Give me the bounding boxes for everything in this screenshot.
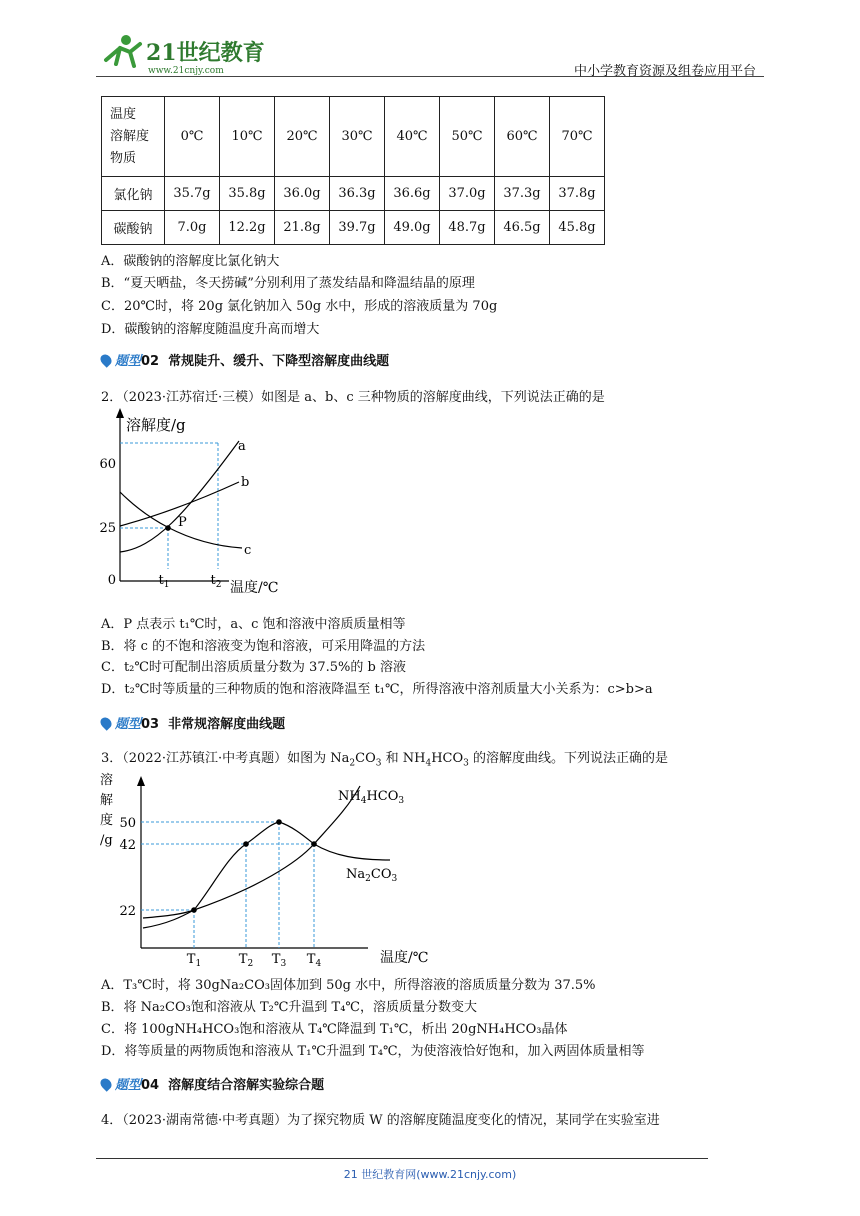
logo-url: www.21cnjy.com: [148, 66, 224, 76]
section-heading-04: [101, 1074, 324, 1093]
table-row: [102, 177, 605, 211]
section-tag: 题型: [101, 1074, 141, 1093]
q2-solubility-graph: [99, 406, 304, 596]
q1-option-b: B．“夏天晒盐，冬天捞碱”分别利用了蒸发结晶和降温结晶的原理: [101, 276, 475, 291]
x-axis-label: 温度/℃: [230, 580, 279, 596]
x-tick-label-t1: $t_1$: [158, 573, 170, 590]
y-axis-label-char: 度: [100, 813, 114, 828]
origin-label: 0: [107, 573, 116, 588]
temp-cell: 40℃: [385, 97, 440, 177]
table-cell: 46.5g: [495, 211, 550, 245]
q3-option-b: B．将 Na₂CO₃饱和溶液从 T₂℃升温到 T₄℃，溶质质量分数变大: [101, 1000, 477, 1015]
table-cell: 21.8g: [275, 211, 330, 245]
table-cell: 36.6g: [385, 177, 440, 211]
q1-option-c: C．20℃时，将 20g 氯化钠加入 50g 水中，形成的溶液质量为 70g: [101, 299, 498, 314]
header-line-solubility: 溶解度: [110, 128, 150, 144]
curve-b-label: b: [241, 475, 250, 490]
table-cell: 7.0g: [165, 211, 220, 245]
table-cell: 48.7g: [440, 211, 495, 245]
runner-logo-icon: [96, 30, 266, 76]
curve-na2co3-label: $Na_2CO_3$: [346, 867, 398, 884]
solubility-table: [101, 96, 605, 245]
logo: [96, 30, 266, 76]
footer-divider: [96, 1158, 708, 1159]
y-tick-label: 50: [119, 816, 136, 831]
section-number: 02: [141, 354, 160, 369]
footer-link[interactable]: 21 世纪教育网(www.21cnjy.com): [343, 1168, 517, 1181]
temp-cell: 10℃: [220, 97, 275, 177]
x-tick-label-t2: $t_2$: [210, 573, 222, 590]
table-cell: 37.3g: [495, 177, 550, 211]
q3-solubility-graph: [98, 766, 468, 972]
section-number: 03: [141, 717, 160, 732]
table-cell: 35.8g: [220, 177, 275, 211]
x-tick-label-T3: $T_3$: [271, 952, 287, 969]
q2-option-a: A．P 点表示 t₁℃时，a、c 饱和溶液中溶质质量相等: [101, 617, 406, 632]
table-cell: 37.8g: [550, 177, 605, 211]
q4-stem: 4．（2023·湖南常德·中考真题）为了探究物质 W 的溶解度随温度变化的情况，某同学在实验室进: [101, 1113, 660, 1128]
y-axis-arrow-icon: [116, 408, 124, 418]
section-title: 常规陡升、缓升、下降型溶解度曲线题: [168, 354, 390, 369]
q2-option-c: C．t₂℃时可配制出溶质质量分数为 37.5%的 b 溶液: [101, 660, 406, 675]
intersection-point: [191, 907, 197, 913]
q3-option-a: A．T₃℃时，将 30gNa₂CO₃固体加到 50g 水中，所得溶液的溶质质量分数为 37.5%: [101, 978, 596, 993]
temp-cell: 50℃: [440, 97, 495, 177]
curve-a: [120, 441, 239, 552]
section-number: 04: [141, 1078, 160, 1093]
temp-cell: 0℃: [165, 97, 220, 177]
y-axis-label-char: /g: [100, 833, 113, 848]
y-axis-arrow-icon: [137, 776, 145, 786]
header-divider: [96, 76, 764, 77]
curve-nh4hco3: [143, 786, 360, 928]
section-tag: 题型: [101, 713, 141, 732]
y-axis-label-char: 解: [100, 793, 114, 808]
q1-option-d: D．碳酸钠的溶解度随温度升高而增大: [101, 322, 320, 337]
temp-cell: 20℃: [275, 97, 330, 177]
y-tick-label: 25: [99, 521, 116, 536]
data-point: [276, 819, 282, 825]
data-point: [243, 841, 249, 847]
q3-option-d: D．将等质量的两物质饱和溶液从 T₁℃升温到 T₄℃，为使溶液恰好饱和，加入两固体质量相等: [101, 1044, 645, 1059]
section-title: 溶解度结合溶解实验综合题: [168, 1078, 325, 1093]
q2-stem: 2．（2023·江苏宿迁·三模）如图是 a、b、c 三种物质的溶解度曲线，下列说法正确的是: [101, 390, 605, 405]
header-line-substance: 物质: [110, 150, 137, 166]
temp-cell: 60℃: [495, 97, 550, 177]
table-cell: 36.0g: [275, 177, 330, 211]
y-axis-label: 溶解度/g: [126, 416, 186, 434]
table-cell: 36.3g: [330, 177, 385, 211]
table-header-row: [102, 97, 605, 177]
temp-cell: 30℃: [330, 97, 385, 177]
x-axis-label: 温度/℃: [380, 950, 429, 966]
section-heading-02: [101, 350, 389, 369]
y-tick-label: 22: [119, 904, 136, 919]
q2-option-d: D．t₂℃时等质量的三种物质的饱和溶液降温至 t₁℃，所得溶液中溶剂质量大小关系为：c>b>a: [101, 682, 653, 697]
section-tag: 题型: [101, 350, 141, 369]
q3-stem: 3．（2022·江苏镇江·中考真题）如图为 $Na_2CO_3$ 和 $NH_4HCO_3$ 的溶解度曲线。下列说法正确的是: [101, 751, 669, 769]
q2-option-b: B．将 c 的不饱和溶液变为饱和溶液，可采用降温的方法: [101, 639, 426, 654]
curve-c-label: c: [244, 543, 252, 558]
row-name: 氯化钠: [102, 177, 165, 211]
map-pin-icon: [98, 352, 114, 368]
header-platform-text: 中小学教育资源及组卷应用平台: [573, 64, 756, 79]
section-heading-03: [101, 713, 285, 732]
logo-text: 21世纪教育: [146, 40, 265, 66]
point-p-label: P: [178, 515, 187, 530]
table-cell: 39.7g: [330, 211, 385, 245]
q1-option-a: A．碳酸钠的溶解度比氯化钠大: [101, 254, 280, 269]
map-pin-icon: [98, 1076, 114, 1092]
table-cell: 12.2g: [220, 211, 275, 245]
curve-nh4hco3-label: $NH_4HCO_3$: [338, 789, 405, 806]
section-title: 非常规溶解度曲线题: [168, 717, 286, 732]
table-cell: 35.7g: [165, 177, 220, 211]
map-pin-icon: [98, 715, 114, 731]
point-p: [165, 525, 171, 531]
table-row: [102, 211, 605, 245]
q3-option-c: C．将 100gNH₄HCO₃饱和溶液从 T₄℃降温到 T₁℃，析出 20gNH₄HCO₃晶体: [101, 1022, 568, 1037]
temp-cell: 70℃: [550, 97, 605, 177]
x-tick-label-T2: $T_2$: [238, 952, 254, 969]
x-tick-label-T4: $T_4$: [306, 952, 322, 969]
y-axis-label-char: 溶: [100, 773, 114, 788]
x-tick-label-T1: $T_1$: [186, 952, 202, 969]
table-cell: 45.8g: [550, 211, 605, 245]
table-corner-header: [102, 97, 165, 177]
y-tick-label: 42: [119, 838, 136, 853]
intersection-point: [311, 841, 317, 847]
table-cell: 37.0g: [440, 177, 495, 211]
table-cell: 49.0g: [385, 211, 440, 245]
curve-a-label: a: [238, 439, 246, 454]
y-tick-label: 60: [99, 457, 116, 472]
row-name: 碳酸钠: [102, 211, 165, 245]
header-line-temp: 温度: [110, 106, 137, 122]
